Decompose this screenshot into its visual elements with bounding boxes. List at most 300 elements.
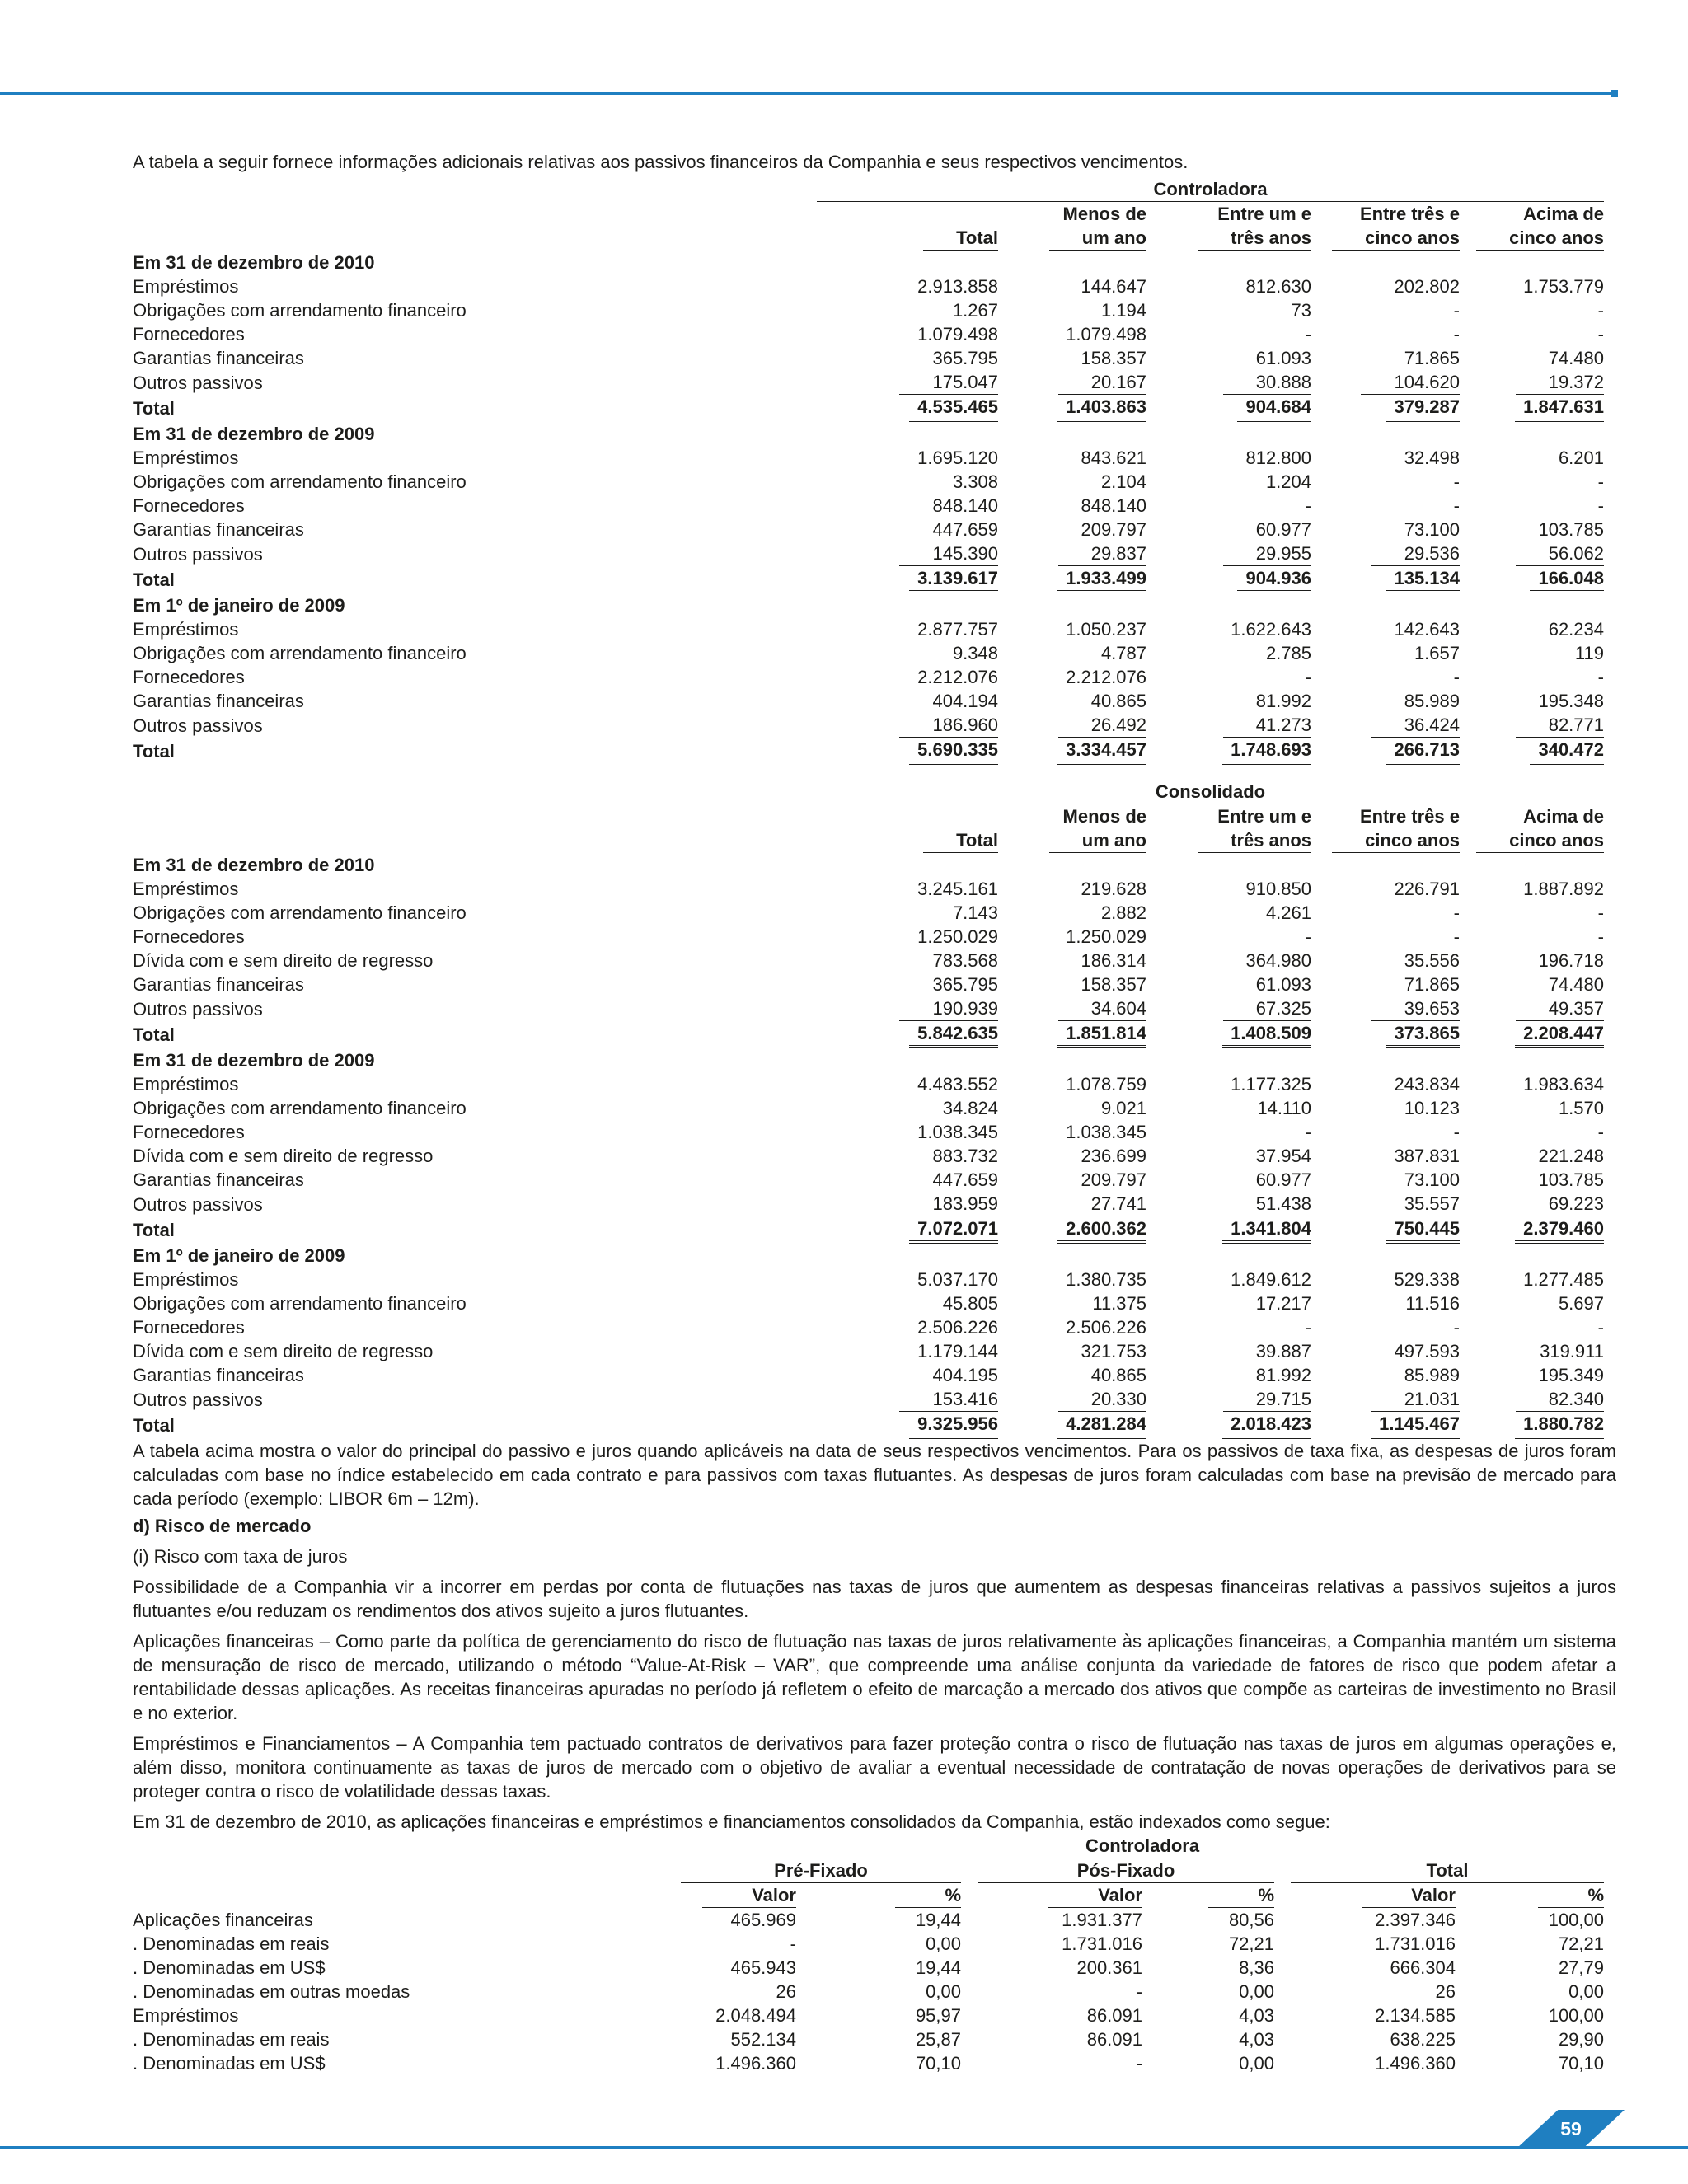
cell-value: 465.969 <box>730 1910 796 1930</box>
row-label: Garantias financeiras <box>133 974 304 995</box>
cell-value: 86.091 <box>1086 2005 1142 2026</box>
cell-value: 104.620 <box>1361 370 1460 395</box>
cell-value: - <box>1305 926 1311 947</box>
cell-value: 60.977 <box>1255 519 1311 540</box>
cell-value: 1.496.360 <box>1375 2053 1456 2074</box>
row-label: Fornecedores <box>133 1122 245 1142</box>
cell-value: 209.797 <box>1081 1169 1146 1190</box>
total-value: 750.445 <box>1386 1216 1460 1244</box>
market-risk-heading: d) Risco de mercado <box>133 1516 312 1536</box>
cell-value: 26 <box>776 1981 796 2002</box>
cell-value: - <box>1305 495 1311 516</box>
cell-value: - <box>1453 926 1460 947</box>
controladora-maturity-table <box>133 177 1616 765</box>
column-header: Entre um e <box>1217 204 1311 224</box>
cell-value: 3.308 <box>952 471 998 492</box>
row-label: Obrigações com arrendamento financeiro <box>133 902 467 923</box>
cell-value: 883.732 <box>932 1146 998 1166</box>
cell-value: 71.865 <box>1404 348 1460 368</box>
cell-value: 812.630 <box>1245 276 1311 297</box>
column-header: cinco anos <box>1476 226 1604 251</box>
cell-value: 26.492 <box>1058 713 1146 738</box>
cell-value: 2.048.494 <box>715 2005 796 2026</box>
table-row <box>133 617 1604 641</box>
row-label: . Denominadas em US$ <box>133 1957 326 1978</box>
cell-value: 70,10 <box>1558 2053 1604 2074</box>
cell-value: 73.100 <box>1404 1169 1460 1190</box>
column-header: cinco anos <box>1332 226 1460 251</box>
total-value: 379.287 <box>1386 395 1460 422</box>
table-row <box>133 298 1604 322</box>
table-row <box>133 541 1604 566</box>
table-group-title: Consolidado <box>817 780 1604 804</box>
cell-value: 81.992 <box>1255 1365 1311 1385</box>
cell-value: 67.325 <box>1223 996 1311 1021</box>
table-row <box>133 1168 1604 1192</box>
cell-value: 364.980 <box>1245 950 1311 971</box>
cell-value: 21.031 <box>1372 1387 1460 1412</box>
subgroup-header: Total <box>1291 1858 1604 1883</box>
cell-value: 35.557 <box>1372 1192 1460 1216</box>
total-label: Total <box>133 398 175 419</box>
total-value: 1.145.467 <box>1371 1412 1460 1439</box>
total-label: Total <box>133 1415 175 1436</box>
row-label: Fornecedores <box>133 324 245 344</box>
column-header: % <box>1538 1883 1604 1908</box>
cell-value: 41.273 <box>1223 713 1311 738</box>
row-label: Dívida com e sem direito de regresso <box>133 1341 434 1361</box>
table-row <box>133 665 1604 689</box>
cell-value: 80,56 <box>1228 1910 1274 1930</box>
table-row <box>133 1980 1604 2004</box>
cell-value: 910.850 <box>1245 879 1311 899</box>
row-label: Obrigações com arrendamento financeiro <box>133 1293 467 1314</box>
cell-value: 1.657 <box>1414 643 1460 663</box>
column-header: um ano <box>1049 226 1146 251</box>
row-label: Obrigações com arrendamento financeiro <box>133 643 467 663</box>
row-label: Empréstimos <box>133 879 239 899</box>
cell-value: - <box>1136 1981 1142 2002</box>
column-header: Valor <box>702 1883 796 1908</box>
total-value: 373.865 <box>1386 1021 1460 1048</box>
cell-value: 74.480 <box>1548 974 1604 995</box>
cell-value: - <box>1453 1317 1460 1338</box>
cell-value: 1.887.892 <box>1523 879 1604 899</box>
table-row <box>133 494 1604 518</box>
cell-value: - <box>1453 667 1460 687</box>
cell-value: 2.913.858 <box>917 276 998 297</box>
cell-value: - <box>1597 495 1604 516</box>
cell-value: 848.140 <box>932 495 998 516</box>
cell-value: 365.795 <box>932 348 998 368</box>
total-value: 5.690.335 <box>909 738 998 765</box>
cell-value: 60.977 <box>1255 1169 1311 1190</box>
cell-value: 4,03 <box>1239 2005 1274 2026</box>
section-title: Em 31 de dezembro de 2009 <box>133 424 375 444</box>
row-label: . Denominadas em reais <box>133 2029 330 2050</box>
cell-value: 17.217 <box>1255 1293 1311 1314</box>
row-label: Obrigações com arrendamento financeiro <box>133 471 467 492</box>
cell-value: 1.250.029 <box>917 926 998 947</box>
total-value: 1.847.631 <box>1515 395 1604 422</box>
total-row <box>133 566 1604 593</box>
total-value: 2.600.362 <box>1057 1216 1146 1244</box>
table-row <box>133 996 1604 1021</box>
row-label: Outros passivos <box>133 1389 263 1410</box>
cell-value: 81.992 <box>1255 691 1311 711</box>
cell-value: 20.330 <box>1058 1387 1146 1412</box>
column-header: Acima de <box>1523 204 1604 224</box>
cell-value: 27.741 <box>1058 1192 1146 1216</box>
indexation-table <box>133 1834 1616 2075</box>
table-row <box>133 901 1604 925</box>
cell-value: 39.653 <box>1372 996 1460 1021</box>
section-title: Em 31 de dezembro de 2010 <box>133 252 375 273</box>
total-row <box>133 1021 1604 1048</box>
table-row <box>133 274 1604 298</box>
cell-value: 5.697 <box>1558 1293 1604 1314</box>
column-header: cinco anos <box>1476 828 1604 853</box>
cell-value: - <box>1453 324 1460 344</box>
table-row <box>133 346 1604 370</box>
total-value: 2.379.460 <box>1515 1216 1604 1244</box>
cell-value: 447.659 <box>932 1169 998 1190</box>
column-header: cinco anos <box>1332 828 1460 853</box>
column-header: % <box>895 1883 961 1908</box>
table-row <box>133 1387 1604 1412</box>
cell-value: 37.954 <box>1255 1146 1311 1166</box>
table-row <box>133 370 1604 395</box>
cell-value: 36.424 <box>1372 713 1460 738</box>
cell-value: 2.882 <box>1100 902 1146 923</box>
row-label: Fornecedores <box>133 667 245 687</box>
table-row <box>133 713 1604 738</box>
cell-value: 30.888 <box>1223 370 1311 395</box>
row-label: Empréstimos <box>133 2005 239 2026</box>
total-label: Total <box>133 569 175 590</box>
cell-value: 56.062 <box>1516 541 1604 566</box>
cell-value: 1.753.779 <box>1523 276 1604 297</box>
cell-value: 19.372 <box>1516 370 1604 395</box>
table-row <box>133 689 1604 713</box>
total-value: 3.139.617 <box>909 566 998 593</box>
row-label: Obrigações com arrendamento financeiro <box>133 1098 467 1118</box>
cell-value: 69.223 <box>1516 1192 1604 1216</box>
cell-value: 2.134.585 <box>1375 2005 1456 2026</box>
cell-value: 1.622.643 <box>1231 619 1311 640</box>
cell-value: 0,00 <box>926 1981 961 2002</box>
cell-value: 1.194 <box>1100 300 1146 321</box>
cell-value: 2.212.076 <box>1066 667 1146 687</box>
cell-value: 1.078.759 <box>1066 1074 1146 1094</box>
cell-value: 186.960 <box>899 713 998 738</box>
table-row <box>133 1096 1604 1120</box>
table-row <box>133 1339 1604 1363</box>
cell-value: 1.267 <box>952 300 998 321</box>
cell-value: 404.195 <box>932 1365 998 1385</box>
cell-value: 86.091 <box>1086 2029 1142 2050</box>
row-label: Outros passivos <box>133 1193 263 1215</box>
table-row <box>133 1908 1604 1932</box>
bottom-rule <box>0 2146 1688 2149</box>
cell-value: 29,90 <box>1558 2029 1604 2050</box>
table-group-title: Controladora <box>817 177 1604 202</box>
cell-value: 243.834 <box>1394 1074 1460 1094</box>
cell-value: 1.177.325 <box>1231 1074 1311 1094</box>
total-label: Total <box>133 741 175 762</box>
table-row <box>133 518 1604 541</box>
cell-value: 843.621 <box>1081 448 1146 468</box>
cell-value: 387.831 <box>1394 1146 1460 1166</box>
row-label: Empréstimos <box>133 619 239 640</box>
cell-value: 1.570 <box>1558 1098 1604 1118</box>
cell-value: 186.314 <box>1081 950 1146 971</box>
table-row <box>133 925 1604 949</box>
cell-value: 45.805 <box>942 1293 998 1314</box>
total-value: 1.748.693 <box>1222 738 1311 765</box>
cell-value: 1.250.029 <box>1066 926 1146 947</box>
cell-value: 1.179.144 <box>917 1341 998 1361</box>
total-value: 7.072.071 <box>909 1216 998 1244</box>
cell-value: 25,87 <box>915 2029 961 2050</box>
cell-value: 29.955 <box>1223 541 1311 566</box>
financial-investments-paragraph: Aplicações financeiras – Como parte da política de gerenciamento do risco de flutuação nas taxas de juros relativamente às aplicações financeiras, a Companhia mantém um sistema de mensuração de risco de mercado, utilizando o método “Value-At-Risk – VAR”, que compreende uma análise conjunta da variedade de fatores de risco que podem afetar a rentabilidade dessas aplicações. As receitas financeiras apuradas no período já refletem o efeito de marcação a mercado dos ativos que compõe as carteiras de investimento no Brasil e no exterior. <box>133 1631 1616 1723</box>
row-label: . Denominadas em outras moedas <box>133 1981 410 2002</box>
row-label: Garantias financeiras <box>133 1365 304 1385</box>
row-label: Dívida com e sem direito de regresso <box>133 1146 434 1166</box>
row-label: Garantias financeiras <box>133 519 304 540</box>
intro-paragraph: A tabela a seguir fornece informações adicionais relativas aos passivos financeiros da Companhia e seus respectivos vencimentos. <box>133 152 1189 172</box>
table1-grid <box>133 177 1604 765</box>
consolidado-maturity-table <box>133 780 1616 1439</box>
cell-value: 1.931.377 <box>1062 1910 1142 1930</box>
cell-value: 85.989 <box>1404 691 1460 711</box>
total-value: 904.936 <box>1237 566 1311 593</box>
cell-value: - <box>1136 2053 1142 2074</box>
total-value: 1.880.782 <box>1515 1412 1604 1439</box>
cell-value: 8,36 <box>1239 1957 1274 1978</box>
row-label: . Denominadas em reais <box>133 1933 330 1954</box>
cell-value: 321.753 <box>1081 1341 1146 1361</box>
row-label: Aplicações financeiras <box>133 1910 313 1930</box>
total-value: 135.134 <box>1386 566 1460 593</box>
total-value: 166.048 <box>1530 566 1604 593</box>
cell-value: 552.134 <box>730 2029 796 2050</box>
cell-value: 103.785 <box>1538 519 1604 540</box>
subgroup-header: Pré-Fixado <box>681 1858 961 1883</box>
table-row <box>133 1291 1604 1315</box>
cell-value: 0,00 <box>1239 2053 1274 2074</box>
total-row <box>133 1412 1604 1439</box>
cell-value: 103.785 <box>1538 1169 1604 1190</box>
cell-value: 2.212.076 <box>917 667 998 687</box>
total-value: 1.403.863 <box>1057 395 1146 422</box>
cell-value: 34.824 <box>942 1098 998 1118</box>
section-title: Em 31 de dezembro de 2009 <box>133 1050 375 1071</box>
top-rule <box>0 92 1615 95</box>
cell-value: 4.261 <box>1265 902 1311 923</box>
table-row <box>133 2051 1604 2075</box>
cell-value: 638.225 <box>1390 2029 1456 2050</box>
total-value: 5.842.635 <box>909 1021 998 1048</box>
cell-value: - <box>1453 1122 1460 1142</box>
top-rule-marker <box>1611 90 1618 97</box>
section-title: Em 31 de dezembro de 2010 <box>133 855 375 875</box>
total-row <box>133 738 1604 765</box>
section-title: Em 1º de janeiro de 2009 <box>133 595 345 616</box>
cell-value: 5.037.170 <box>917 1269 998 1290</box>
column-header: Entre um e <box>1217 806 1311 827</box>
table-row <box>133 1072 1604 1096</box>
table-row <box>133 2004 1604 2027</box>
cell-value: 145.390 <box>899 541 998 566</box>
table-group-title: Controladora <box>681 1834 1604 1858</box>
cell-value: - <box>1597 1122 1604 1142</box>
column-header: Entre três e <box>1359 204 1460 224</box>
row-label: Outros passivos <box>133 543 263 565</box>
cell-value: 34.604 <box>1058 996 1146 1021</box>
cell-value: 73.100 <box>1404 519 1460 540</box>
table-row <box>133 949 1604 972</box>
total-value: 4.535.465 <box>909 395 998 422</box>
cell-value: 6.201 <box>1558 448 1604 468</box>
table-row <box>133 1363 1604 1387</box>
cell-value: 196.718 <box>1538 950 1604 971</box>
cell-value: 85.989 <box>1404 1365 1460 1385</box>
cell-value: 82.771 <box>1516 713 1604 738</box>
column-header: três anos <box>1198 226 1311 251</box>
table-row <box>133 2027 1604 2051</box>
table-row <box>133 1268 1604 1291</box>
page-content <box>133 150 1616 2075</box>
row-label: Empréstimos <box>133 1074 239 1094</box>
total-value: 1.851.814 <box>1057 1021 1146 1048</box>
cell-value: 29.536 <box>1372 541 1460 566</box>
cell-value: 219.628 <box>1081 879 1146 899</box>
table-row <box>133 322 1604 346</box>
row-label: Fornecedores <box>133 1317 245 1338</box>
table-row <box>133 1144 1604 1168</box>
cell-value: 144.647 <box>1081 276 1146 297</box>
cell-value: 40.865 <box>1090 1365 1146 1385</box>
cell-value: 1.496.360 <box>715 2053 796 2074</box>
cell-value: 7.143 <box>952 902 998 923</box>
row-label: . Denominadas em US$ <box>133 2053 326 2074</box>
cell-value: 2.104 <box>1100 471 1146 492</box>
cell-value: 529.338 <box>1394 1269 1460 1290</box>
table-row <box>133 641 1604 665</box>
cell-value: 4.483.552 <box>917 1074 998 1094</box>
cell-value: 0,00 <box>926 1933 961 1954</box>
cell-value: 1.983.634 <box>1523 1074 1604 1094</box>
row-label: Garantias financeiras <box>133 1169 304 1190</box>
cell-value: 848.140 <box>1081 495 1146 516</box>
tables-note-paragraph: A tabela acima mostra o valor do principal do passivo e juros quando aplicáveis na data de seus respectivos vencimentos. Para os passivos de taxa fixa, as despesas de juros foram calculadas com base no índice estabelecido em cada contrato e para passivos com taxas flutuantes. As despesas de juros foram calculadas com base na previsão de mercado para cada período (exemplo: LIBOR 6m – 12m). <box>133 1441 1616 1509</box>
row-label: Outros passivos <box>133 998 263 1019</box>
cell-value: 100,00 <box>1548 2005 1604 2026</box>
cell-value: 71.865 <box>1404 974 1460 995</box>
table-row <box>133 877 1604 901</box>
cell-value: 35.556 <box>1404 950 1460 971</box>
cell-value: 142.643 <box>1394 619 1460 640</box>
cell-value: 62.234 <box>1548 619 1604 640</box>
row-label: Fornecedores <box>133 495 245 516</box>
cell-value: 497.593 <box>1394 1341 1460 1361</box>
cell-value: 319.911 <box>1540 1341 1604 1361</box>
cell-value: 175.047 <box>899 370 998 395</box>
cell-value: 190.939 <box>899 996 998 1021</box>
cell-value: 9.021 <box>1100 1098 1146 1118</box>
column-header: Entre três e <box>1359 806 1460 827</box>
table-row <box>133 1956 1604 1980</box>
cell-value: 19,44 <box>915 1910 961 1930</box>
cell-value: 2.506.226 <box>1066 1317 1146 1338</box>
cell-value: - <box>1305 1317 1311 1338</box>
cell-value: 365.795 <box>932 974 998 995</box>
row-label: Outros passivos <box>133 372 263 393</box>
cell-value: 0,00 <box>1239 1981 1274 2002</box>
cell-value: - <box>1597 471 1604 492</box>
total-label: Total <box>133 1220 175 1240</box>
cell-value: 72,21 <box>1558 1933 1604 1954</box>
cell-value: 195.349 <box>1538 1365 1604 1385</box>
cell-value: 119 <box>1574 643 1604 663</box>
cell-value: 29.837 <box>1058 541 1146 566</box>
row-label: Fornecedores <box>133 926 245 947</box>
total-row <box>133 395 1604 422</box>
row-label: Empréstimos <box>133 276 239 297</box>
column-header: Acima de <box>1523 806 1604 827</box>
cell-value: 61.093 <box>1255 974 1311 995</box>
total-value: 1.341.804 <box>1222 1216 1311 1244</box>
table2-grid <box>133 780 1604 1439</box>
row-label: Empréstimos <box>133 1269 239 1290</box>
column-header: Valor <box>1362 1883 1456 1908</box>
cell-value: 666.304 <box>1390 1957 1456 1978</box>
cell-value: - <box>790 1933 796 1954</box>
cell-value: 183.959 <box>899 1192 998 1216</box>
cell-value: 200.361 <box>1076 1957 1142 1978</box>
cell-value: 29.715 <box>1223 1387 1311 1412</box>
cell-value: 1.079.498 <box>917 324 998 344</box>
cell-value: 73 <box>1291 300 1311 321</box>
cell-value: 812.800 <box>1245 448 1311 468</box>
cell-value: 1.079.498 <box>1066 324 1146 344</box>
cell-value: 221.248 <box>1538 1146 1604 1166</box>
cell-value: 20.167 <box>1058 370 1146 395</box>
total-value: 904.684 <box>1237 395 1311 422</box>
column-header: três anos <box>1198 828 1311 853</box>
subgroup-header: Pós-Fixado <box>978 1858 1274 1883</box>
possibility-paragraph: Possibilidade de a Companhia vir a incorrer em perdas por conta de flutuações nas taxas de juros que aumentem as despesas financeiras relativas a passivos sujeitos a juros flutuantes e/ou reduzam os rendimentos dos ativos sujeito a juros flutuantes. <box>133 1577 1616 1621</box>
cell-value: - <box>1305 667 1311 687</box>
cell-value: - <box>1305 1122 1311 1142</box>
cell-value: 11.375 <box>1092 1293 1146 1314</box>
column-header: Total <box>923 226 998 251</box>
cell-value: 2.785 <box>1265 643 1311 663</box>
cell-value: 10.123 <box>1404 1098 1460 1118</box>
table-row <box>133 470 1604 494</box>
indexed-paragraph: Em 31 de dezembro de 2010, as aplicações financeiras e empréstimos e financiamentos consolidados da Companhia, estão indexados como segue: <box>133 1811 1330 1832</box>
cell-value: 1.849.612 <box>1231 1269 1311 1290</box>
cell-value: 1.695.120 <box>917 448 998 468</box>
total-value: 2.018.423 <box>1222 1412 1311 1439</box>
total-value: 3.334.457 <box>1057 738 1146 765</box>
cell-value: 1.731.016 <box>1375 1933 1456 1954</box>
cell-value: 51.438 <box>1223 1192 1311 1216</box>
total-value: 9.325.956 <box>909 1412 998 1439</box>
cell-value: 70,10 <box>915 2053 961 2074</box>
